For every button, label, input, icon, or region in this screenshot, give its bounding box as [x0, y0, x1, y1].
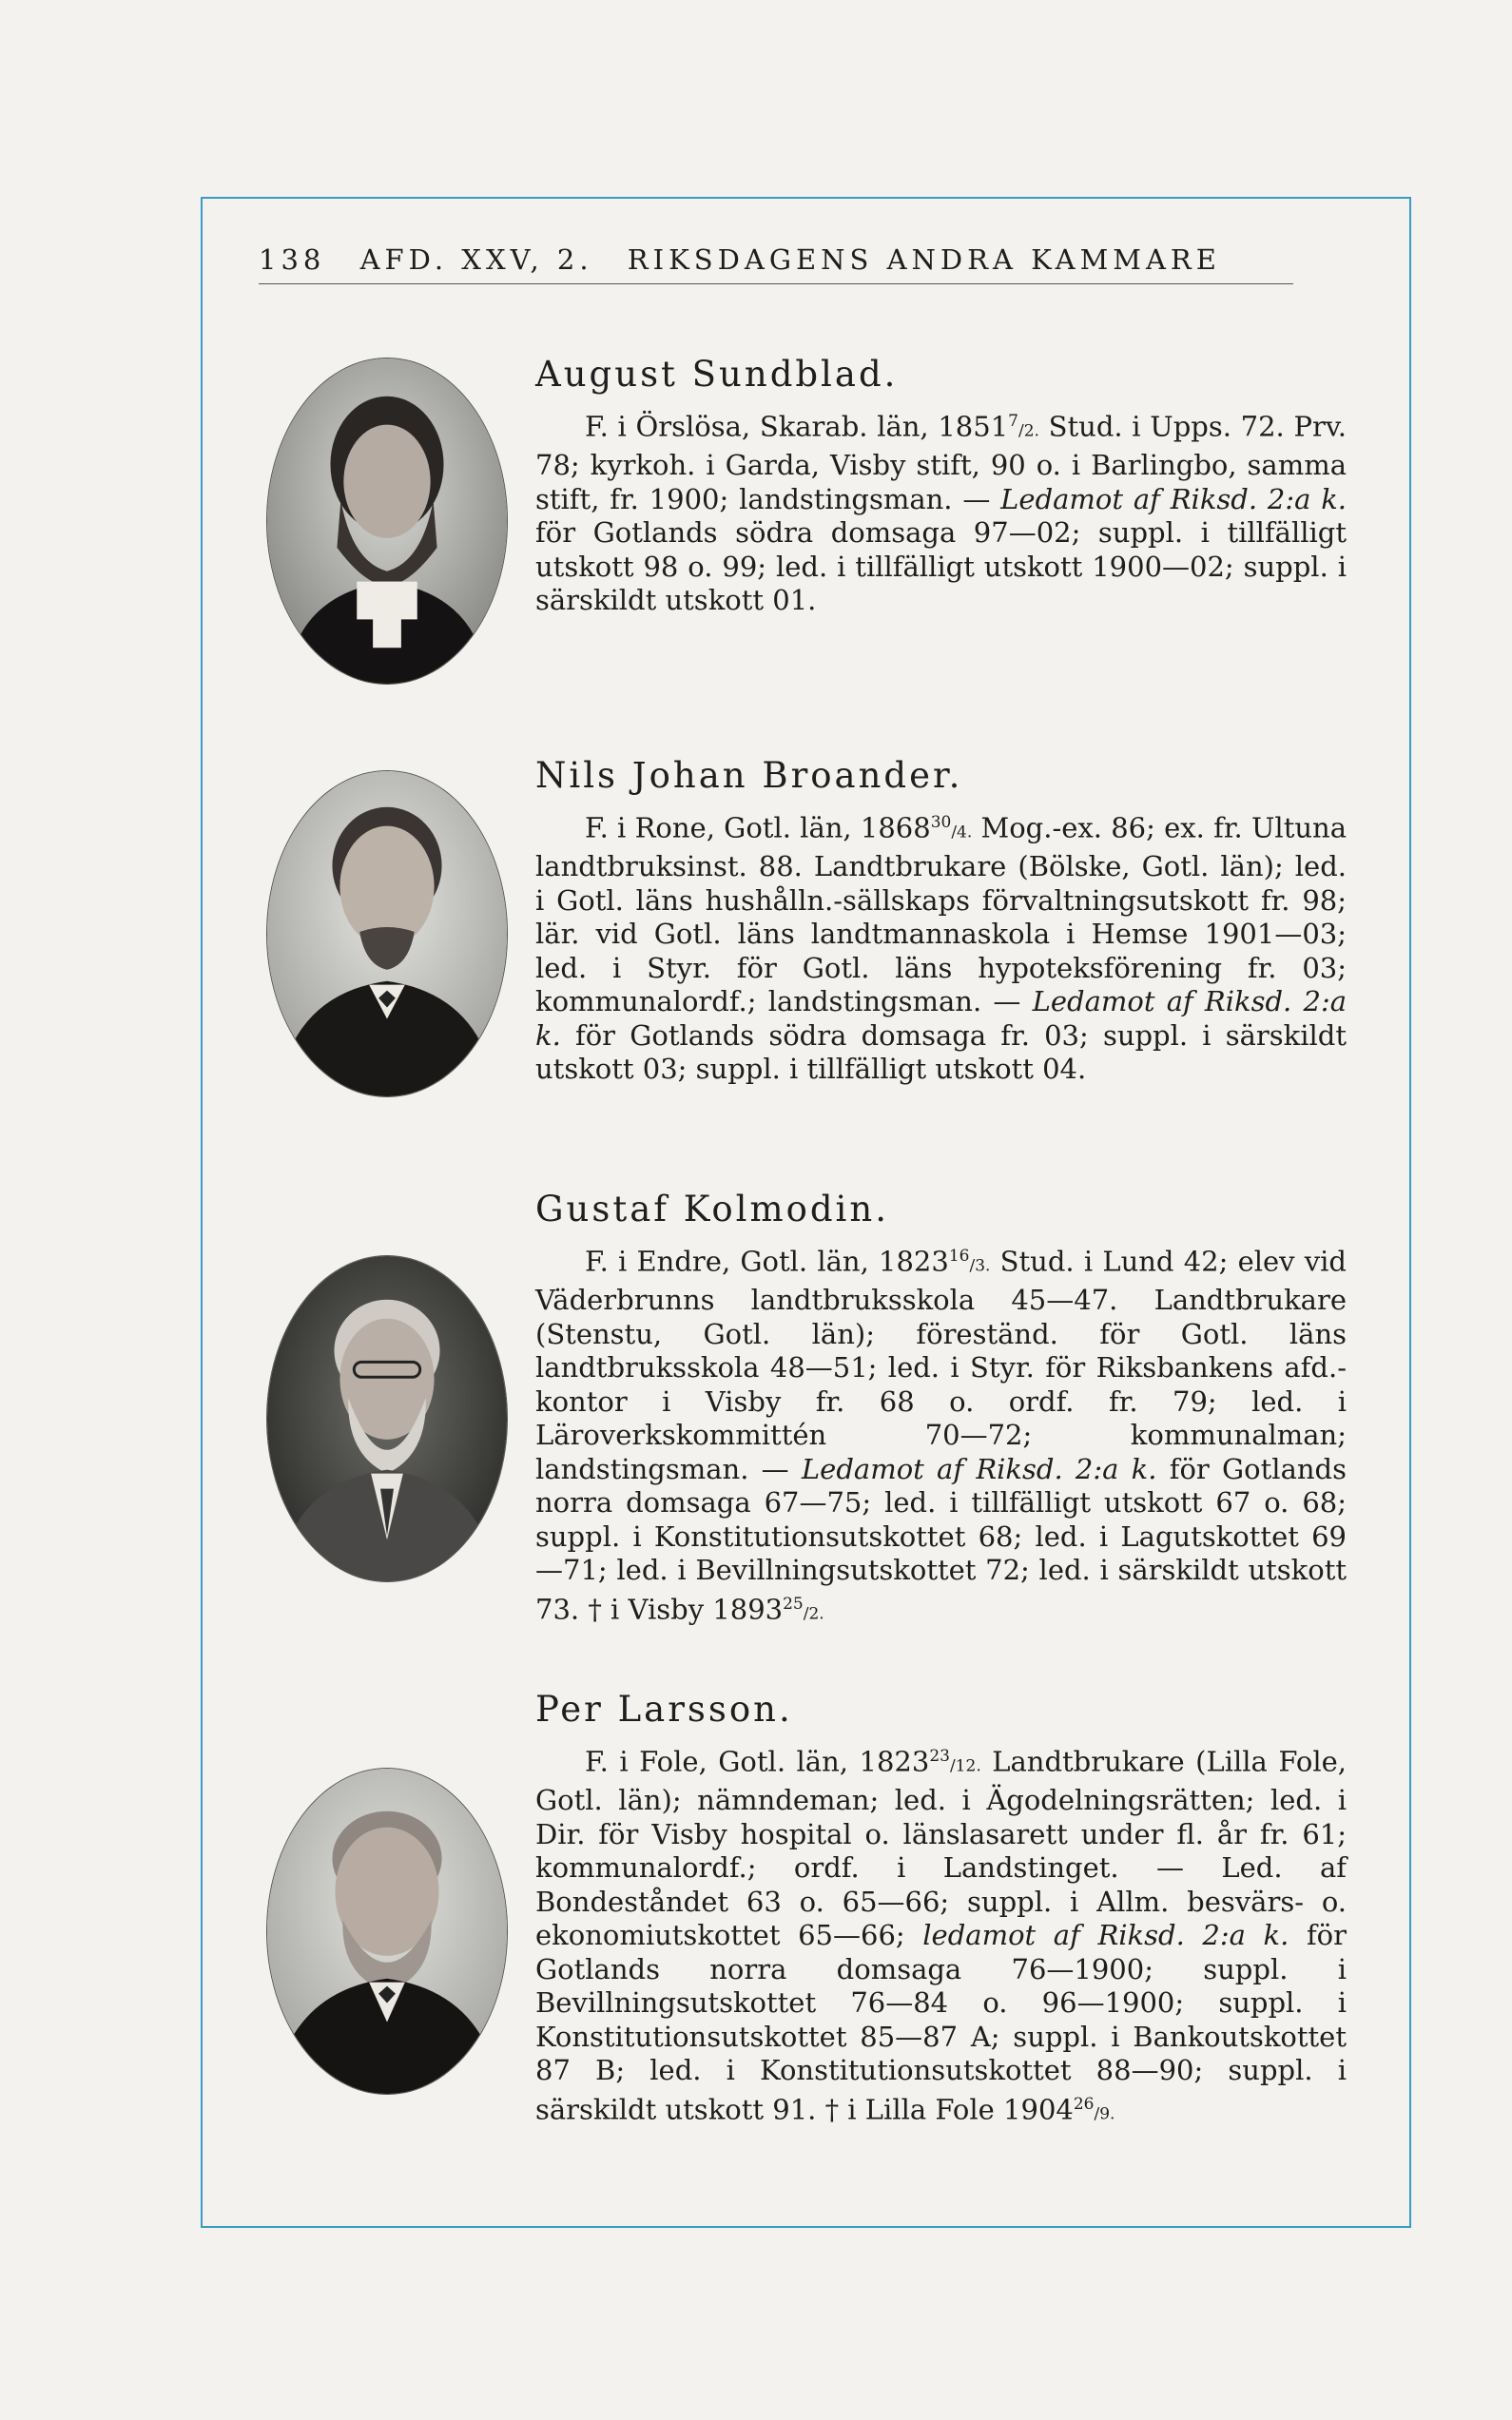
bio-part: för Gotlands södra domsaga 97—02; suppl. i tillfälligt utskott 98 o. 99; led. i tillfälligt utskott 1900—02; suppl. i särskildt utskott 01. — [535, 516, 1347, 617]
date-frac: /9. — [1094, 2104, 1115, 2124]
date-sup: 16 — [948, 1247, 970, 1266]
bio-part: F. i Endre, Gotl. län, 1823 — [585, 1245, 949, 1278]
date-frac: /3. — [969, 1256, 991, 1276]
bio-part: för Gotlands södra domsaga fr. 03; suppl. i särskildt utskott 03; suppl. i tillfälligt utskott 04. — [535, 1018, 1347, 1086]
portrait-icon — [266, 770, 508, 1097]
page-number: 138 — [259, 243, 326, 276]
bio-italic: ledamot af Riksd. 2:a k. — [922, 1919, 1289, 1952]
bio-part: Stud. i Lund 42; elev vid Väderbrunns landtbruksskola 45—47. Landtbrukare (Stenstu, Gotl. län); föreständ. för Gotl. läns landtbruksskola 48—51; led. i Styr. för Riksbankens afd.-kontor i Visby fr. 68 o. ordf. fr. 79; led. i Läroverkskommittén 70—72; kommunalman; landstingsman. — — [535, 1245, 1347, 1485]
date-sup: 7 — [1008, 412, 1018, 431]
entry-text — [535, 1189, 1347, 1632]
date-sup: 23 — [929, 1747, 950, 1766]
bio-part: för Gotlands norra domsaga 67—75; led. i tillfälligt utskott 67 o. 68; suppl. i Konstitutionsutskottet 68; led. i Lagutskottet 69—71; led. i Bevillningsutskottet 72; led. i särskildt utskott 73. † i Visby 1893 — [535, 1452, 1347, 1626]
person-name: August Sundblad. — [535, 354, 899, 395]
biography — [535, 405, 1347, 618]
person-name: Nils Johan Broander. — [535, 755, 963, 796]
date-sup: 26 — [1073, 2094, 1095, 2114]
bio-part: Stud. i Upps. 72. Prv. 78; kyrkoh. i Garda, Visby stift, 90 o. i Barlingbo, samma stift, fr. 1900; landstingsman. — — [535, 410, 1347, 515]
entry-text — [535, 354, 1347, 618]
bio-part: för Gotlands norra domsaga 76—1900; suppl. i Bevillningsutskottet 76—84 o. 96—1900; suppl. i Konstitutionsutskottet 85—87 A; suppl. i Bankoutskottet 87 B; led. i Konstitutionsutskottet 88—90; suppl. i särskildt utskott 91. † i Lilla Fole 1904 — [535, 1919, 1347, 2126]
bio-part: Mog.-ex. 86; ex. fr. Ultuna landtbruksinst. 88. Landtbrukare (Bölske, Gotl. län); led. i Gotl. läns hushålln.-sällskaps förvaltningsutskott fr. 98; lär. vid Gotl. läns landtmannaskola i Hemse 1901—03; led. i Styr. för Gotl. läns hypoteksförening fr. 03; kommunalordf.; landstingsman. — — [535, 811, 1347, 1018]
section-label: AFD. XXV, 2. — [359, 243, 593, 276]
date-frac: /2. — [1018, 421, 1039, 441]
date-frac: /12. — [949, 1756, 981, 1776]
portrait-icon — [266, 358, 508, 685]
bio-part: Landtbrukare (Lilla Fole, Gotl. län); nämndeman; led. i Ägodelningsrätten; led. i Dir. för Visby hospital o. länslasarett under fl. år fr. 61; kommunalordf.; ordf. i Landstinget. — Led. af Bondeståndet 63 o. 65—66; suppl. i Allm. besvärs- o. ekonomiutskottet 65—66; — [535, 1745, 1347, 1952]
date-sup: 25 — [783, 1594, 804, 1614]
entry-text — [535, 755, 1347, 1087]
portrait-icon — [266, 1768, 508, 2095]
bio-part: F. i Rone, Gotl. län, 1868 — [585, 811, 931, 844]
date-frac: /4. — [951, 823, 973, 842]
bio-part: F. i Örslösa, Skarab. län, 1851 — [585, 410, 1009, 443]
running-head — [259, 243, 1293, 284]
chamber-title: RIKSDAGENS ANDRA KAMMARE — [627, 243, 1221, 276]
portrait-icon — [266, 1255, 508, 1582]
biography — [535, 1240, 1347, 1632]
person-name: Gustaf Kolmodin. — [535, 1189, 889, 1229]
entry-text — [535, 1689, 1347, 2132]
date-frac: /2. — [803, 1604, 824, 1624]
bio-italic: Ledamot af Riksd. 2:a k. — [535, 985, 1347, 1052]
person-name: Per Larsson. — [535, 1689, 793, 1730]
bio-italic: Ledamot af Riksd. 2:a k. — [801, 1452, 1157, 1485]
bio-part: F. i Fole, Gotl. län, 1823 — [585, 1745, 930, 1778]
bio-italic: Ledamot af Riksd. 2:a k. — [1000, 482, 1347, 515]
biography — [535, 806, 1347, 1087]
biography — [535, 1740, 1347, 2132]
date-sup: 30 — [930, 813, 952, 832]
